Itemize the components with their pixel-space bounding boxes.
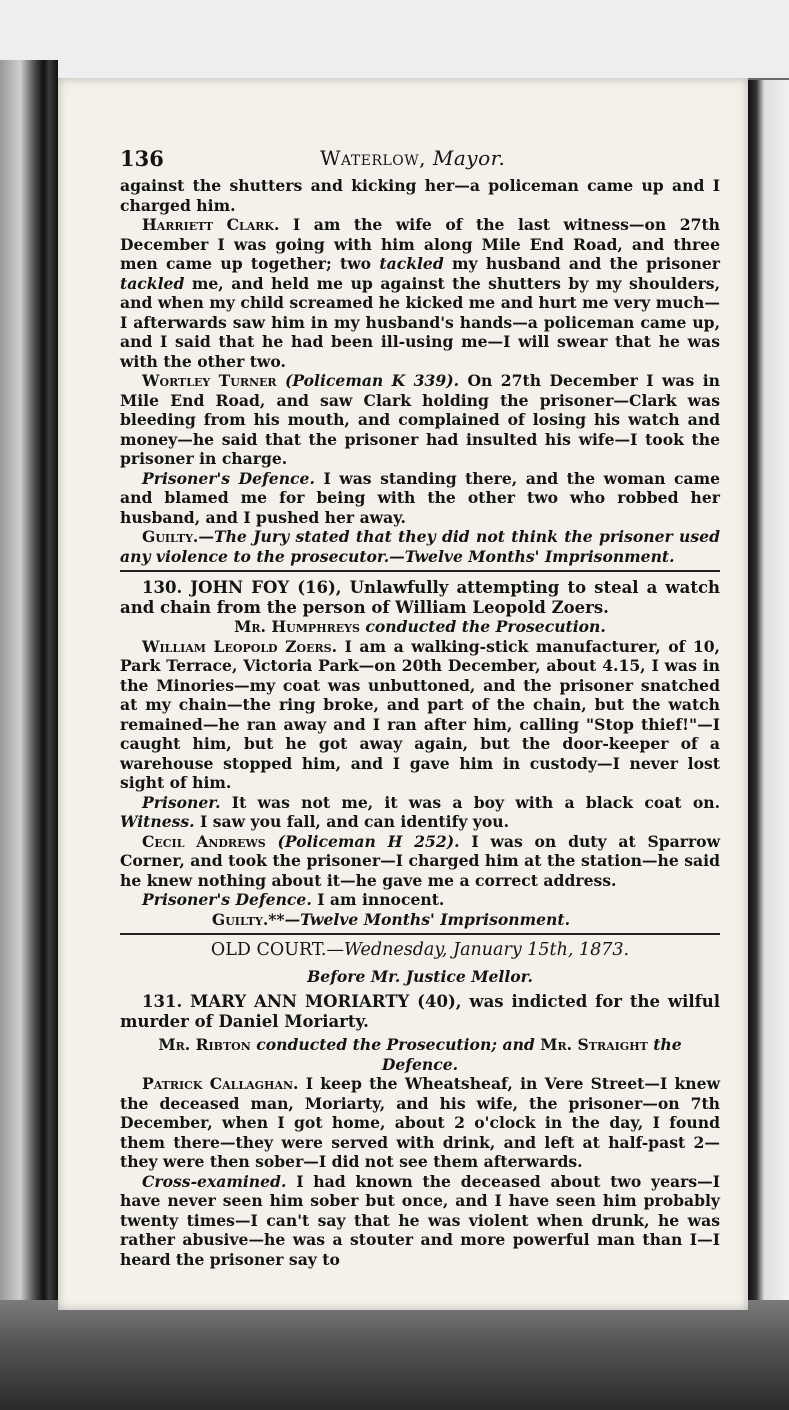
paragraph: Prisoner. It was not me, it was a boy with a black coat on. Witness. I saw you fall, and can identify you.: [120, 792, 720, 831]
paragraph: Patrick Callaghan. I keep the Wheatsheaf, in Vere Street—I knew the deceased man, Moriarty, and his wife, the prisoner—on 7th December, when I got home, about 2 o'clock in the day, I found them there—they were served with drink, and left at half-past 2—they were then sober—I did not see them afterwards.: [120, 1074, 720, 1171]
paragraph: against the shutters and kicking her—a policeman came up and I charged him.: [120, 176, 720, 215]
page-header: [120, 142, 720, 176]
page-number: 136: [120, 146, 164, 171]
judge-line: Before Mr. Justice Mellor.: [307, 966, 533, 986]
paragraph: Wortley Turner (Policeman K 339). On 27th December I was in Mile End Road, and saw Clark holding the prisoner—Clark was bleeding from his mouth, and complained of losing his watch and money—he said that the prisoner had insulted his wife—I took the prisoner in charge.: [120, 371, 720, 468]
book-spine: [0, 60, 58, 1320]
scan-top-margin: [0, 0, 789, 78]
paragraph: Prisoner's Defence. I am innocent.: [142, 890, 445, 909]
counsel-line: Mr. Ribton conducted the Prosecution; and Mr. Straight the Defence.: [158, 1035, 682, 1074]
case-heading: 131. MARY ANN MORIARTY (40), was indicted for the wilful murder of Daniel Moriarty.: [120, 992, 720, 1031]
verdict: Guilty.**—Twelve Months' Imprisonment.: [211, 909, 570, 929]
page-content: [120, 142, 720, 1269]
paragraph: Prisoner's Defence. I was standing there, and the woman came and blamed me for being with the other two who robbed her husband, and I pushed her away.: [120, 468, 720, 527]
court-heading: OLD COURT.—Wednesday, January 15th, 1873.: [210, 940, 630, 960]
paragraph: Harriett Clark. I am the wife of the last witness—on 27th December I was going with him along Mile End Road, and three men came up together; two tackled my husband and the prisoner tackled me, and held me up against the shutters by my shoulders, and when my child screamed he kicked me and hurt me very much—I afterwards saw him in my husband's hands—a policeman came up, and I said that he had been ill-using me—I will swear that he was with the other two.: [120, 215, 720, 371]
book-right-edge: [748, 80, 789, 1320]
counsel-line: Mr. Humphreys conducted the Prosecution.: [234, 617, 606, 636]
scan-bottom-margin: [0, 1300, 789, 1410]
verdict: Guilty.—The Jury stated that they did not think the prisoner used any violence to the prosecutor.—Twelve Months' Imprisonment.: [120, 527, 720, 566]
book-page: [58, 78, 748, 1310]
paragraph: Cecil Andrews (Policeman H 252). I was on duty at Sparrow Corner, and took the prisoner—I charged him at the station—he said he knew nothing about it—he gave me a correct address.: [120, 831, 721, 890]
paragraph: William Leopold Zoers. I am a walking-stick manufacturer, of 10, Park Terrace, Victoria Park—on 20th December, about 4.15, I was in the Minories—my coat was unbuttoned, and the prisoner snatched at my chain—the ring broke, and part of the chain, but the watch remained—he ran away and I ran after him, calling "Stop thief!"—I caught him, but he got away again, but the door-keeper of a warehouse stopped him, and I gave him in custody—I never lost sight of him.: [120, 636, 720, 792]
paragraph: Cross-examined. I had known the deceased about two years—I have never seen him sober but once, and I have seen him probably twenty times—I can't say that he was violent when drunk, he was rather abusive—he was a stouter and more powerful man than I—I heard the prisoner say to: [120, 1171, 720, 1269]
running-head: Waterlow, Mayor.: [320, 146, 506, 170]
case-heading: 130. JOHN FOY (16), Unlawfully attempting to steal a watch and chain from the person of William Leopold Zoers.: [120, 578, 720, 617]
section-divider: [120, 933, 720, 935]
section-divider: [120, 570, 720, 572]
